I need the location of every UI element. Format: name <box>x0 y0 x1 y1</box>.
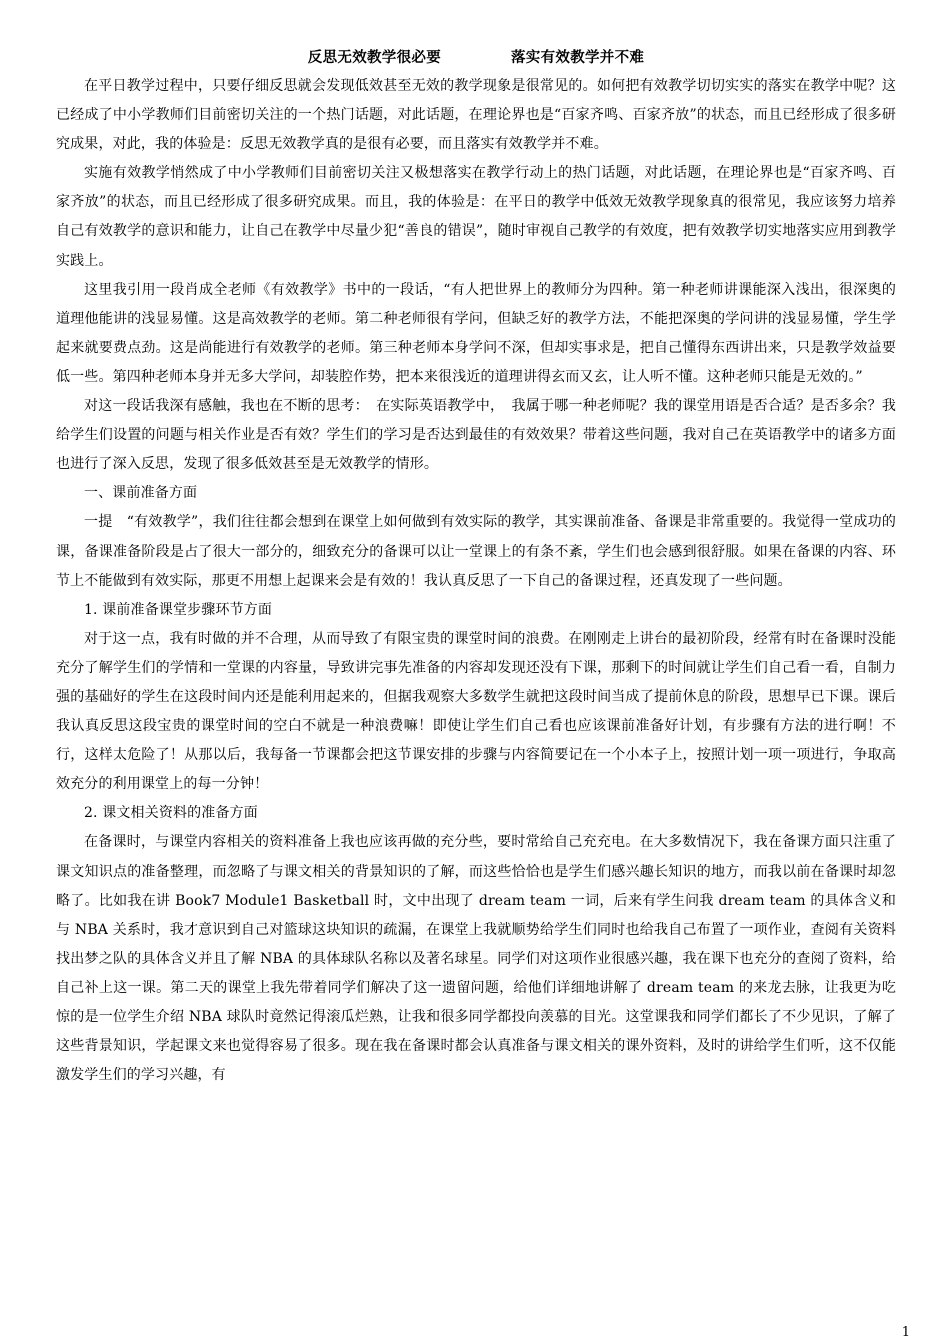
paragraph-intro: 在平日教学过程中，只要仔细反思就会发现低效甚至无效的教学现象是很常见的。如何把有效教学切切实实的落实在教学中呢？这已经成了中小学教师们目前密切关注的一个热门话题，对此话题，在理论界也是“百家齐鸣、百家齐放”的状态，而且已经形成了很多研究成果，对此，我的体验是：反思无效教学真的是很有必要，而且落实有效教学并不难。 <box>56 78 896 153</box>
paragraph-steps: 对于这一点，我有时做的并不合理，从而导致了有限宝贵的课堂时间的浪费。在刚刚走上讲台的最初阶段，经常有时在备课时没能充分了解学生们的学情和一堂课的内容量，导致讲完事先准备的内容却发现还没有下课，那剩下的时间就让学生们自己看一看，自制力强的基础好的学生在这段时间内还是能利用起来的，但据我观察大多数学生就把这段时间当成了提前休息的阶段，思想早已下课。课后我认真反思这段宝贵的课堂时间的空白不就是一种浪费嘛！即使让学生们自己看也应该课前准备好计划，有步骤有方法的进行啊！不行，这样太危险了！从那以后，我每备一节课都会把这节课安排的步骤与内容简要记在一个小本子上，按照计划一项一项进行，争取高效充分的利用课堂上的每一分钟！ <box>56 630 896 793</box>
paragraph-reflection: 对这一段话我深有感触，我也在不断的思考： 在实际英语教学中， 我属于哪一种老师呢？我的课堂用语是否合适？是否多余？我给学生们设置的问题与相关作业是否有效？学生们的学习是否达到最佳的有效效果？带着这些问题，我对自己在英语教学中的诸多方面也进行了深入反思，发现了很多低效甚至是无效教学的情形。 <box>56 398 896 473</box>
section-heading-preparation: 一、课前准备方面 <box>84 485 198 502</box>
page-title <box>56 48 896 68</box>
page-number: 1 <box>901 1325 910 1340</box>
paragraph-preparation: 一提 “有效教学”，我们往往都会想到在课堂上如何做到有效实际的教学，其实课前准备、备课是非常重要的。我觉得一堂成功的课，备课准备阶段是占了很大一部分的，细致充分的备课可以让一堂课上的有条不紊，学生们也会感到很舒服。如果在备课的内容、环节上不能做到有效实际，那更不用想上起课来会是有效的！我认真反思了一下自己的备课过程，还真发现了一些问题。 <box>56 514 896 589</box>
subheading-steps: 1. 课前准备课堂步骤环节方面 <box>84 601 273 618</box>
title-left: 反思无效教学很必要 <box>307 49 441 66</box>
subheading-materials: 2. 课文相关资料的准备方面 <box>84 805 258 822</box>
paragraph-materials: 在备课时，与课堂内容相关的资料准备上我也应该再做的充分些，要时常给自己充充电。在大多数情况下，我在备课方面只注重了课文知识点的准备整理，而忽略了与课文相关的背景知识的了解，而这些恰恰也是学生们感兴趣长知识的地方，而我以前在备课时却忽略了。比如我在讲 Book7 Module1 Basketball 时，文中出现了 dream team 一词，后来有学生问我 dream team 的具体含义和与 NBA 关系时，我才意识到自己对篮球这块知识的疏漏，在课堂上我就顺势给学生们同时也给我自己布置了一项作业，查阅有关资料找出梦之队的具体含义并且了解 NBA 的具体球队名称以及著名球星。同学们对这项作业很感兴趣，我在课下也充分的查阅了资料，给自己补上这一课。第二天的课堂上我先带着同学们解决了这一遗留问题，给他们详细地讲解了 dream team 的来龙去脉，让我更为吃惊的是一位学生介绍 NBA 球队时竟然记得滚瓜烂熟，让我和很多同学都投向羡慕的目光。这堂课我和同学们都长了不少见识，了解了这些背景知识，学起课文来也觉得容易了很多。现在我在备课时都会认真准备与课文相关的课外资料，及时的讲给学生们听，这不仅能激发学生们的学习兴趣，有 <box>56 834 896 1084</box>
title-right: 落实有效教学并不难 <box>511 49 645 66</box>
paragraph-effective-teaching: 实施有效教学悄然成了中小学教师们目前密切关注又极想落实在教学行动上的热门话题，对此话题，在理论界也是“百家齐鸣、百家齐放”的状态，而且已经形成了很多研究成果。而且，我的体验是：在平日的教学中低效无效教学现象真的很常见，我应该努力培养自己有效教学的意识和能力，让自己在教学中尽量少犯“善良的错误”，随时审视自己教学的有效度，把有效教学切实地落实应用到教学实践上。 <box>56 165 896 269</box>
paragraph-quote: 这里我引用一段肖成全老师《有效教学》书中的一段话，“有人把世界上的教师分为四种。第一种老师讲课能深入浅出，很深奥的道理他能讲的浅显易懂。这是高效教学的老师。第二种老师很有学问，但缺乏好的教学方法，不能把深奥的学问讲的浅显易懂，学生学起来就要费点劲。这是尚能进行有效教学的老师。第三种老师本身学问不深，但却实事求是，把自己懂得东西讲出来，只是教学效益要低一些。第四种老师本身并无多大学问，却装腔作势，把本来很浅近的道理讲得玄而又玄，让人听不懂。这种老师只能是无效的。” <box>56 281 896 385</box>
document-page <box>56 48 896 1090</box>
